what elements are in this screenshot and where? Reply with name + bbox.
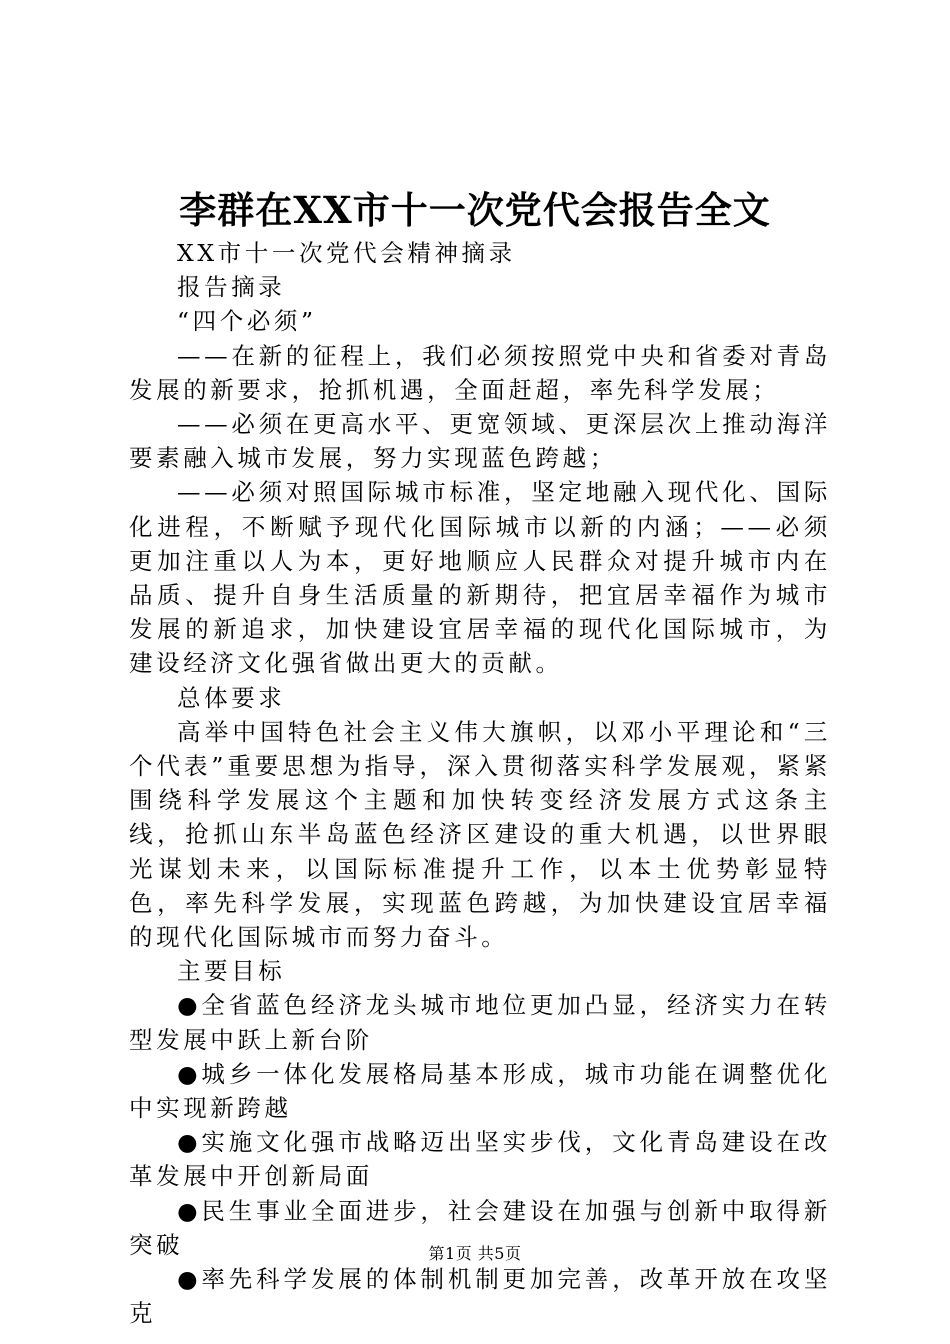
bullet-item: ●率先科学发展的体制机制更加完善，改革开放在攻坚克 bbox=[129, 1265, 831, 1328]
paragraph-section-heading: 总体要求 bbox=[177, 683, 286, 712]
paragraph-section-heading: 报告摘录 bbox=[177, 273, 286, 302]
bullet-item: ●全省蓝色经济龙头城市地位更加凸显，经济实力在转型发展中跃上新台阶 bbox=[129, 991, 831, 1054]
document-title: 李群在XX市十一次党代会报告全文 bbox=[179, 188, 771, 232]
paragraph-section-heading: 主要目标 bbox=[177, 957, 286, 986]
paragraph: ——在新的征程上，我们必须按照党中央和省委对青岛发展的新要求，抢抓机遇，全面赶超，率先科学发展； bbox=[129, 341, 831, 404]
document-body bbox=[129, 236, 831, 1331]
bullet-item: ●城乡一体化发展格局基本形成，城市功能在调整优化中实现新跨越 bbox=[129, 1059, 831, 1123]
paragraph-section-heading: “四个必须” bbox=[177, 307, 317, 336]
paragraph: ——必须对照国际城市标准，坚定地融入现代化、国际化进程，不断赋予现代化国际城市以新的内涵；——必须更加注重以人为本，更好地顺应人民群众对提升城市内在品质、提升自身生活质量的新期待，把宜居幸福作为城市发展的新追求，加快建设宜居幸福的现代化国际城市，为建设经济文化强省做出更大的贡献。 bbox=[129, 478, 831, 678]
paragraph: ——必须在更高水平、更宽领域、更深层次上推动海洋要素融入城市发展，努力实现蓝色跨越； bbox=[129, 410, 831, 473]
paragraph-subtitle: XX市十一次党代会精神摘录 bbox=[177, 239, 516, 267]
paragraph: 高举中国特色社会主义伟大旗帜，以邓小平理论和“三个代表”重要思想为指导，深入贯彻落实科学发展观，紧紧围绕科学发展这个主题和加快转变经济发展方式这条主线，抢抓山东半岛蓝色经济区建设的重大机遇，以世界眼光谋划未来，以国际标准提升工作，以本土优势彰显特色，率先科学发展，实现蓝色跨越，为加快建设宜居幸福的现代化国际城市而努力奋斗。 bbox=[129, 717, 831, 952]
bullet-item: ●民生事业全面进步，社会建设在加强与创新中取得新突破 bbox=[129, 1196, 831, 1259]
bullet-item: ●实施文化强市战略迈出坚实步伐，文化青岛建设在改革发展中开创新局面 bbox=[129, 1128, 831, 1191]
page-footer: 第1页 共5页 bbox=[428, 1244, 522, 1263]
